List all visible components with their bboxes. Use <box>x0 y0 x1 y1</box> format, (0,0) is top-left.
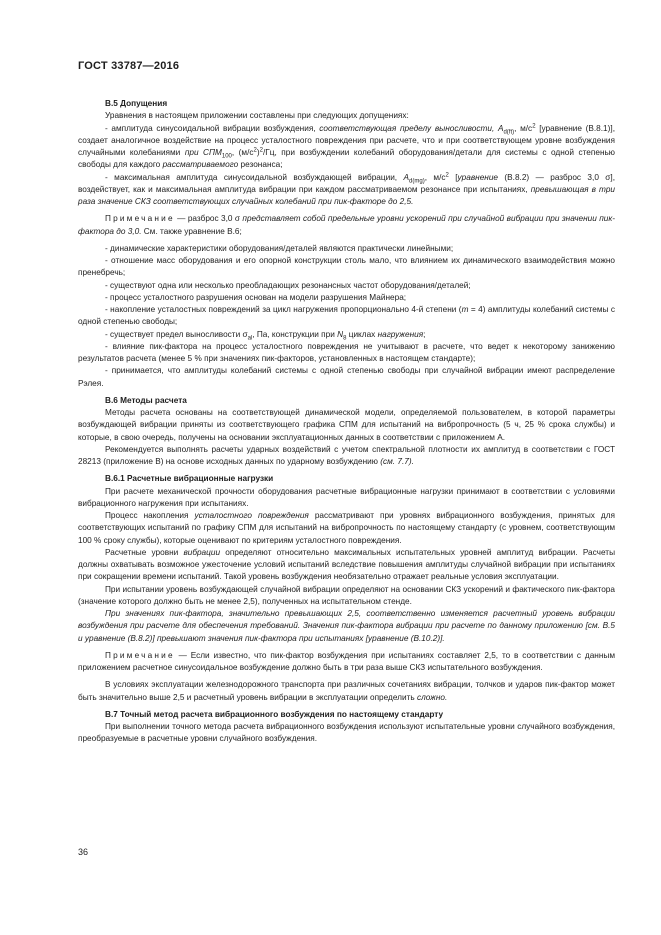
paragraph: Процесс накопления усталостного повреждения рассматривают при уровнях вибрационного возбуждения, принятых для соответствующих испытаний по графику СПМ для испытаний на вибропрочность по настоящему стандарту (с уровнем, соответствующим 100 % сроку службы), которые оценивают по критериям усталостного повреждения. <box>78 511 615 545</box>
section-heading: В.5 Допущения <box>105 99 168 108</box>
paragraph: - процесс усталостного разрушения основан на модели разрушения Майнера; <box>105 292 407 302</box>
paragraph: При испытании уровень возбуждающей случайной вибрации определяют на основании СКЗ ускорений и фактического пик-фактора (значение которого должно быть не менее 2,5), полученных на испытательном стенде. <box>78 584 615 606</box>
paragraph: При выполнении точного метода расчета вибрационного возбуждения используют испытательные уровни случайного возбуждения, преобразуемые в расчетные уровни случайного возбуждения. <box>78 722 615 744</box>
paragraph: - амплитуда синусоидальной вибрации возбуждения, соответствующая пределу выносливости, $A_{d(ft)}$, $м/с^2$ [уравнение (В.8.1)], создает аналогичное воздействие на процесс усталостного повреждения при расчете, что и при соответствующем уровне возбуждения случайными колебаниями при $СПМ_{100}$, $(м/с^2)^2/Гц$, при возбуждении колебаний оборудования/детали для системы с одной степенью свободы для каждого рассматриваемого резонанса; <box>78 122 615 170</box>
paragraph: - влияние пик-фактора на процесс усталостного повреждения не учитывают в расчете, что ведет к некоторому занижению результатов расчета (менее 5 % при значениях пик-факторов, установленных в настоящем стандарте); <box>78 341 615 363</box>
section-heading: В.7 Точный метод расчета вибрационного возбуждения по настоящему стандарту <box>105 709 444 719</box>
paragraph: - существуют одна или несколько преобладающих резонансных частот оборудования/деталей; <box>105 280 471 290</box>
paragraph: Рекомендуется выполнять расчеты ударных воздействий с учетом спектральной плотности их амплитуд в соответствии с ГОСТ 28213 (приложение В) на основе исходных данных по ударному возбуждению (см. 7.7). <box>78 444 615 466</box>
paragraph: - максимальная амплитуда синусоидальной возбуждающей вибрации, $A_{d(mg)}$, $м/с^2$ [уравнение (В.8.2) — разброс 3,0 σ], воздействует, как и максимальная амплитуда вибрации при каждом рассматриваемом резонансе при испытаниях, превышающая в три раза значение СКЗ соответствующих случайных колебаний при пик-факторе до 2,5. <box>78 171 615 206</box>
paragraph: При значениях пик-фактора, значительно превышающих 2,5, соответственно изменяется расчетный уровень вибрации возбуждения при расчете для обеспечения требований. Значения пик-фактора вибрации при расчете по данному приложению [см. В.5 и уравнение (В.8.2)] превышают значения пик-фактора при испытаниях [уравнение (В.10.2)]. <box>78 609 615 643</box>
paragraph: - принимается, что амплитуды колебаний системы с одной степенью свободы при случайной вибрации имеют распределение Рэлея. <box>78 366 615 388</box>
paragraph: - накопление усталостных повреждений за цикл нагружения пропорционально 4-й степени (m = 4) амплитуды колебаний системы с одной степенью свободы; <box>78 305 615 327</box>
section-heading: В.6 Методы расчета <box>105 395 187 405</box>
page-number: 36 <box>78 847 89 857</box>
document-body <box>78 93 615 746</box>
paragraph: - отношение масс оборудования и его опорной конструкции столь мало, что влиянием их динамического взаимодействия можно пренебречь; <box>78 256 615 278</box>
note-paragraph: Примечание — разброс 3,0 σ представляет собой предельные уровни ускорений при случайной вибрации при значении пик-фактора до 3,0. См. также уравнение В.6; <box>78 214 615 236</box>
paragraph: При расчете механической прочности оборудования расчетные вибрационные нагрузки принимают в соответствии с условиями вибрационного нагружения при испытаниях. <box>78 486 615 508</box>
section-heading: В.6.1 Расчетные вибрационные нагрузки <box>105 474 274 484</box>
note-paragraph: Примечание — Если известно, что пик-фактор возбуждения при испытаниях составляет 2,5, то в соответствии с данным приложением расчетное синусоидальное возбуждение должно быть в три раза выше СКЗ испытательного возбуждения. <box>78 650 615 672</box>
paragraph: Расчетные уровни вибрации определяют относительно максимальных испытательных уровней амплитуд вибрации. Расчеты должны охватывать возможное ужесточение условий испытаний вследствие повышения амплитуды случайной вибрации при испытаниях при сокращении времени испытаний. Такой уровень возбуждения необязательно отражает реальные условия эксплуатации. <box>78 547 616 582</box>
paragraph: В условиях эксплуатации железнодорожного транспорта при различных сочетаниях вибрации, толчков и ударов пик-фактор может быть значительно выше 2,5 и расчетный уровень вибрации в эксплуатации определить сложно. <box>78 680 615 702</box>
paragraph: Уравнения в настоящем приложении составлены при следующих допущениях: <box>105 111 409 121</box>
paragraph: - динамические характеристики оборудования/деталей являются практически линейными; <box>105 243 454 253</box>
paragraph: Методы расчета основаны на соответствующей динамической модели, определяемой пользователем, в которой параметры возбуждающей вибрации приняты из соответствующего графика СПМ для испытаний на вибропрочность (5 ч, 25 % срока службы) и которые, в свою очередь, получены на основании эксплуатационных данных в соответствии с приложением А. <box>78 408 615 442</box>
paragraph: - существует предел выносливости $\sigma_{аl}$, Па, конструкции при $N_8$ циклах нагружения; <box>105 329 426 342</box>
standard-header: ГОСТ 33787—2016 <box>78 60 180 72</box>
